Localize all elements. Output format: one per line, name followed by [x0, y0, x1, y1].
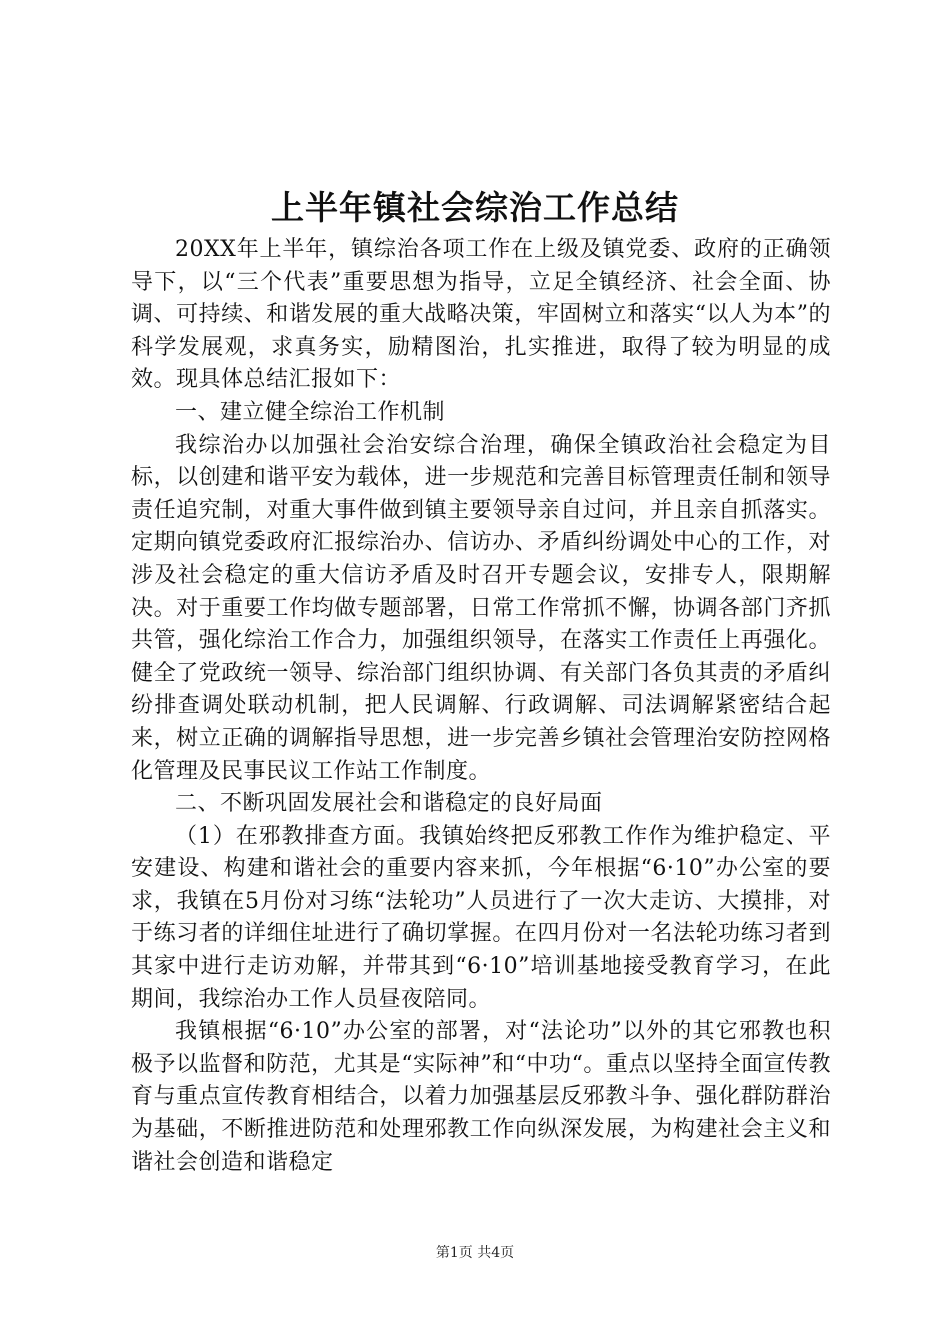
section-2-paragraph-2: 我镇根据“6·10”办公室的部署，对“法论功”以外的其它邪教也积极予以监督和防范，尤其是“实际神”和“中功“。重点以坚持全面宣传教育与重点宣传教育相结合，以着力加强基层反邪教斗争、强化群防群治为基础，不断推进防范和处理邪教工作向纵深发展，为构建社会主义和谐社会创造和谐稳定 [131, 1019, 831, 1175]
document-title: 上半年镇社会综治工作总结 [271, 188, 679, 227]
document-body [131, 234, 831, 1179]
section-heading-1: 一、建立健全综治工作机制 [175, 399, 446, 425]
intro-paragraph: 20XX年上半年，镇综治各项工作在上级及镇党委、政府的正确领导下，以“三个代表”重要思想为指导，立足全镇经济、社会全面、协调、可持续、和谐发展的重大战略决策，牢固树立和落实“以人为本”的科学发展观，求真务实，励精图治，扎实推进，取得了较为明显的成效。现具体总结汇报如下： [131, 237, 831, 393]
section-heading-2: 二、不断巩固发展社会和谐稳定的良好局面 [175, 791, 603, 817]
page-footer: 第1页 共4页 [435, 1245, 515, 1261]
section-2-paragraph-1: （1）在邪教排查方面。我镇始终把反邪教工作作为维护稳定、平安建设、构建和谐社会的重要内容来抓，今年根据“6·10”办公室的要求，我镇在5月份对习练“法轮功”人员进行了一次大走访、大摸排，对于练习者的详细住址进行了确切掌握。在四月份对一名法轮功练习者到其家中进行走访劝解，并带其到“6·10”培训基地接受教育学习，在此期间，我综治办工作人员昼夜陪同。 [131, 823, 831, 1012]
section-1-paragraph: 我综治办以加强社会治安综合治理，确保全镇政治社会稳定为目标，以创建和谐平安为载体，进一步规范和完善目标管理责任制和领导责任追究制，对重大事件做到镇主要领导亲自过问，并且亲自抓落实。定期向镇党委政府汇报综治办、信访办、矛盾纠纷调处中心的工作，对涉及社会稳定的重大信访矛盾及时召开专题会议，安排专人，限期解决。对于重要工作均做专题部署，日常工作常抓不懈，协调各部门齐抓共管，强化综治工作合力，加强组织领导，在落实工作责任上再强化。健全了党政统一领导、综治部门组织协调、有关部门各负其责的矛盾纠纷排查调处联动机制，把人民调解、行政调解、司法调解紧密结合起来，树立正确的调解指导思想，进一步完善乡镇社会管理治安防控网格化管理及民事民议工作站工作制度。 [131, 432, 831, 784]
